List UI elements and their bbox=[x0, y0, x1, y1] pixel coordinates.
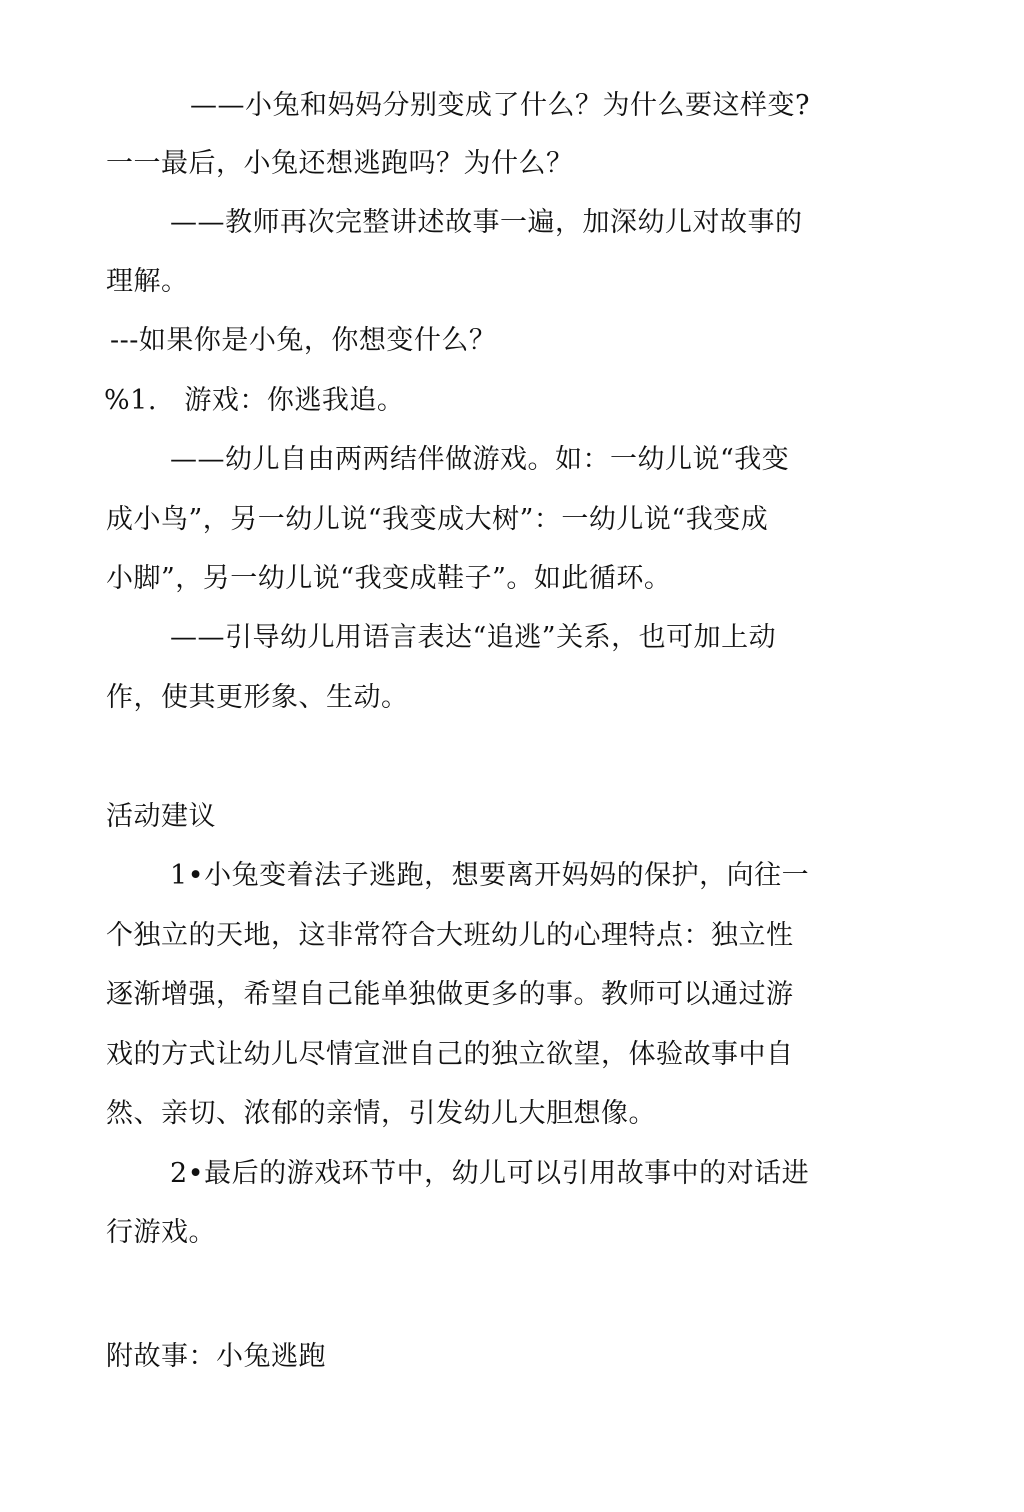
teacher-retell-line-2: 理解。 bbox=[106, 266, 189, 297]
appendix-story-title: 附故事：小兔逃跑 bbox=[106, 1341, 326, 1372]
suggestion-1-line-1: 1•小兔变着法子逃跑，想要离开妈妈的保护，向往一 bbox=[170, 860, 810, 891]
game-heading: %1. 游戏：你逃我追。 bbox=[104, 385, 405, 416]
suggestion-1-line-3: 逐渐增强，希望自己能单独做更多的事。教师可以通过游 bbox=[106, 979, 794, 1010]
suggestion-2-line-2: 行游戏。 bbox=[106, 1217, 216, 1248]
guide-paragraph-line-1: ——引导幼儿用语言表达“追逃”关系，也可加上动 bbox=[170, 622, 777, 653]
suggestion-1-line-4: 戏的方式让幼儿尽情宣泄自己的独立欲望，体验故事中自 bbox=[106, 1039, 794, 1070]
game-paragraph-line-2: 成小鸟”，另一幼儿说“我变成大树”：一幼儿说“我变成 bbox=[106, 504, 769, 535]
question-line-2: 一一最后，小兔还想逃跑吗？为什么？ bbox=[106, 148, 574, 179]
game-paragraph-line-1: ——幼儿自由两两结伴做游戏。如：一幼儿说“我变 bbox=[170, 444, 790, 475]
suggestion-1-line-5: 然、亲切、浓郁的亲情，引发幼儿大胆想像。 bbox=[106, 1098, 656, 1129]
teacher-retell-line-1: ——教师再次完整讲述故事一遍，加深幼儿对故事的 bbox=[170, 207, 803, 238]
game-paragraph-line-3: 小脚”，另一幼儿说“我变成鞋子”。如此循环。 bbox=[106, 563, 672, 594]
suggestion-2-line-1: 2•最后的游戏环节中，幼儿可以引用故事中的对话进 bbox=[170, 1158, 810, 1189]
section-heading-activity-suggestions: 活动建议 bbox=[106, 801, 216, 832]
guide-paragraph-line-2: 作，使其更形象、生动。 bbox=[106, 682, 409, 713]
suggestion-1-line-2: 个独立的天地，这非常符合大班幼儿的心理特点：独立性 bbox=[106, 920, 794, 951]
question-line-1: ——小兔和妈妈分别变成了什么？为什么要这样变? bbox=[190, 90, 810, 121]
question-line-3: ---如果你是小兔，你想变什么？ bbox=[110, 325, 497, 356]
